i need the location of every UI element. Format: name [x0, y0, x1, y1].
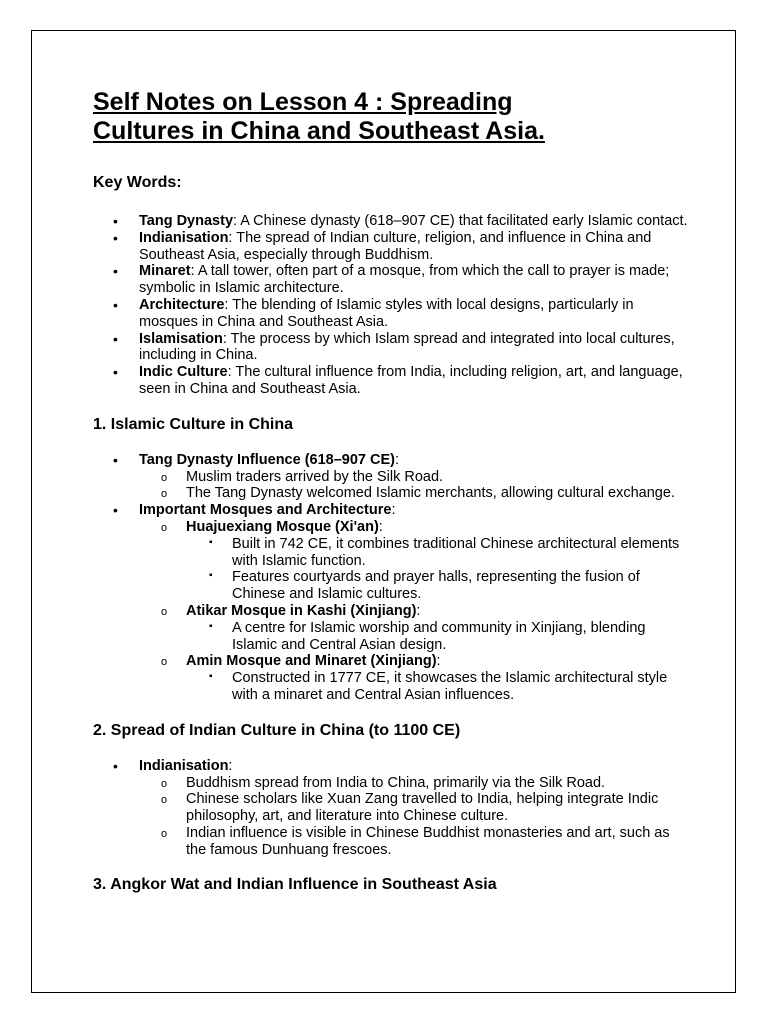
key-word-term: Tang Dynasty [139, 213, 234, 229]
list-item-suffix: : [391, 502, 396, 519]
key-word-item [93, 331, 693, 365]
sub-list-item [93, 469, 693, 486]
mosque-suffix: : [378, 518, 383, 535]
key-word-definition: : A tall tower, often part of a mosque, from which the call to prayer is made; symbolic in Islamic architecture. [139, 263, 670, 297]
key-word-item [93, 297, 693, 331]
sub-list-text: Buddhism spread from India to China, primarily via the Silk Road. [186, 774, 606, 791]
circle-bullet-icon: o [161, 521, 168, 534]
square-bullet-icon: ▪ [209, 536, 213, 548]
circle-bullet-icon: o [161, 605, 168, 618]
bullet-icon: • [113, 757, 118, 774]
sub-list-item [93, 519, 693, 603]
document-title [93, 88, 693, 146]
section-2-list [93, 758, 693, 859]
list-item-term: Indianisation [139, 757, 229, 774]
key-word-definition: : The spread of Indian culture, religion, and influence in China and Southeast Asia, especially through Buddhism. [139, 229, 652, 263]
key-word-definition: : A Chinese dynasty (618–907 CE) that facilitated early Islamic contact. [233, 213, 688, 229]
key-word-term: Architecture [139, 296, 225, 313]
key-word-term: Islamisation [139, 330, 223, 347]
mosque-suffix: : [416, 602, 421, 619]
bullet-icon: • [113, 502, 118, 519]
list-item [93, 452, 693, 502]
list-item-suffix: : [228, 757, 233, 774]
circle-bullet-icon: o [161, 656, 168, 669]
title-line-1: Self Notes on Lesson 4 : Spreading [93, 88, 513, 116]
list-item [93, 758, 693, 859]
circle-bullet-icon: o [161, 827, 168, 840]
tang-points [139, 469, 693, 503]
square-bullet-icon: ▪ [209, 570, 213, 582]
detail-item [93, 569, 693, 603]
detail-text: Constructed in 1777 CE, it showcases the Islamic architectural style with a minaret and Central Asian influences. [232, 670, 668, 703]
detail-text: A centre for Islamic worship and community in Xinjiang, blending Islamic and Central Asian design. [232, 619, 646, 653]
circle-bullet-icon: o [161, 488, 168, 501]
bullet-icon: • [113, 330, 118, 347]
key-word-definition: : The cultural influence from India, including religion, art, and language, seen in China and Southeast Asia. [139, 364, 683, 397]
bullet-icon: • [113, 364, 118, 381]
bullet-icon: • [113, 296, 118, 313]
key-word-item [93, 364, 693, 398]
huajuexiang-points [186, 536, 693, 603]
key-word-definition: : The blending of Islamic styles with local designs, particularly in mosques in China and Southeast Asia. [139, 296, 634, 330]
circle-bullet-icon: o [161, 794, 168, 807]
sub-list-text: Indian influence is visible in Chinese Buddhist monasteries and art, such as the famous Dunhuang frescoes. [186, 824, 670, 858]
bullet-icon: • [113, 229, 118, 246]
key-word-item [93, 213, 693, 230]
key-word-definition: : The process by which Islam spread and integrated into local cultures, including in China. [139, 330, 675, 364]
key-word-term: Indianisation [139, 229, 229, 246]
key-word-term: Minaret [139, 263, 191, 280]
detail-item [93, 670, 693, 704]
sub-list-text: Chinese scholars like Xuan Zang travelled to India, helping integrate Indic philosophy, art, and literature into Chinese culture. [186, 791, 659, 825]
list-item-term: Tang Dynasty Influence (618–907 CE) [139, 451, 395, 468]
mosque-name: Huajuexiang Mosque (Xi'an) [186, 518, 379, 535]
detail-item [93, 536, 693, 570]
bullet-icon: • [113, 451, 118, 468]
indianisation-points [139, 775, 693, 859]
list-item-term: Important Mosques and Architecture [139, 502, 392, 519]
detail-text: Built in 742 CE, it combines traditional Chinese architectural elements with Islamic function. [232, 535, 680, 569]
sub-list-item [93, 653, 693, 703]
sub-list-item [93, 791, 693, 825]
key-word-item [93, 263, 693, 297]
list-item [93, 502, 693, 704]
circle-bullet-icon: o [161, 471, 168, 484]
key-word-term: Indic Culture [139, 364, 228, 381]
document-body [93, 88, 693, 895]
atikar-points [186, 620, 693, 654]
bullet-icon: • [113, 263, 118, 280]
section-1-heading: 1. Islamic Culture in China [93, 415, 294, 433]
amin-points [186, 670, 693, 704]
mosque-list [139, 519, 693, 704]
key-words-heading: Key Words: [93, 174, 182, 191]
square-bullet-icon: ▪ [209, 671, 213, 683]
key-words-list [93, 213, 693, 398]
section-2-heading: 2. Spread of Indian Culture in China (to 1100 CE) [93, 721, 461, 739]
bullet-icon: • [113, 213, 118, 229]
detail-item [93, 620, 693, 654]
square-bullet-icon: ▪ [209, 620, 213, 632]
mosque-suffix: : [436, 653, 441, 670]
title-line-2: Cultures in China and Southeast Asia. [93, 117, 545, 145]
key-word-item [93, 230, 693, 264]
section-1-list [93, 452, 693, 704]
detail-text: Features courtyards and prayer halls, representing the fusion of Chinese and Islamic cultures. [232, 569, 640, 603]
mosque-name: Atikar Mosque in Kashi (Xinjiang) [186, 602, 417, 619]
sub-list-item [93, 775, 693, 792]
sub-list-text: Muslim traders arrived by the Silk Road. [186, 468, 444, 485]
mosque-name: Amin Mosque and Minaret (Xinjiang) [186, 653, 437, 670]
sub-list-item [93, 485, 693, 502]
circle-bullet-icon: o [161, 777, 168, 790]
list-item-suffix: : [395, 451, 400, 468]
sub-list-text: The Tang Dynasty welcomed Islamic merchants, allowing cultural exchange. [186, 485, 675, 502]
section-3-heading: 3. Angkor Wat and Indian Influence in Southeast Asia [93, 875, 497, 893]
sub-list-item [93, 603, 693, 653]
sub-list-item [93, 825, 693, 859]
